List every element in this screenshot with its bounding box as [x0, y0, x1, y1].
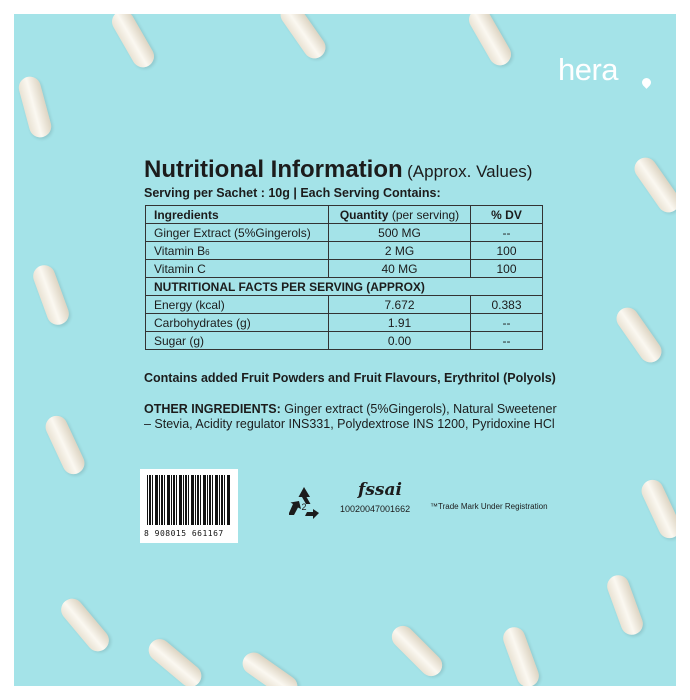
table-row — [146, 332, 543, 350]
barcode-bars — [147, 475, 231, 525]
ingredient-name-cell — [146, 242, 329, 260]
quantity-header: Quantity — [339, 207, 389, 222]
table-row — [146, 296, 543, 314]
capsule-icon — [387, 621, 446, 680]
table-header-cell — [329, 206, 471, 224]
capsule-icon — [500, 624, 542, 686]
fact-dv: -- — [471, 332, 543, 350]
page-title: Nutritional Information — [144, 156, 403, 183]
fact-name: Sugar (g) — [146, 332, 329, 350]
fact-quantity: 1.91 — [329, 314, 471, 332]
ingredient-name: Vitamin C — [146, 260, 329, 278]
ingredient-dv: 100 — [471, 242, 543, 260]
recycle-code: 2 — [301, 502, 307, 512]
fact-dv: -- — [471, 314, 543, 332]
nutrition-heading — [144, 156, 532, 184]
brand-logo: hera — [558, 52, 619, 87]
nutrition-table — [145, 205, 543, 350]
capsule-icon — [612, 303, 666, 366]
fact-quantity: 7.672 — [329, 296, 471, 314]
serving-line: Serving per Sachet : 10g | Each Serving Contains: — [144, 186, 441, 200]
capsule-icon — [108, 14, 158, 71]
ingredient-dv: -- — [471, 224, 543, 242]
table-header-cell: % DV — [471, 206, 543, 224]
contains-note: Contains added Fruit Powders and Fruit Flavours, Erythritol (Polyols) — [144, 371, 556, 385]
title-note: (Approx. Values) — [407, 162, 533, 181]
capsule-icon — [16, 74, 53, 140]
capsule-icon — [604, 572, 646, 638]
ingredient-name-subscript: 6 — [205, 247, 210, 257]
capsule-icon — [276, 14, 330, 63]
other-ingredients — [144, 402, 564, 432]
facts-header: NUTRITIONAL FACTS PER SERVING (APPROX) — [146, 278, 543, 296]
barcode-number: 8 908015 661167 — [144, 529, 224, 538]
label-panel — [14, 14, 676, 686]
ingredient-quantity: 40 MG — [329, 260, 471, 278]
capsule-icon — [238, 648, 301, 686]
table-row — [146, 224, 543, 242]
capsule-icon — [42, 412, 88, 477]
ingredient-name: Vitamin B — [154, 243, 206, 258]
fact-dv: 0.383 — [471, 296, 543, 314]
fact-name: Carbohydrates (g) — [146, 314, 329, 332]
capsule-icon — [57, 594, 114, 656]
logo-drop-icon — [640, 76, 653, 89]
fssai-number: 10020047001662 — [340, 504, 411, 514]
barcode-icon — [140, 469, 238, 543]
capsule-icon — [144, 635, 206, 686]
ingredient-quantity: 2 MG — [329, 242, 471, 260]
trademark-note: ™Trade Mark Under Registration — [430, 502, 548, 511]
quantity-header-note: (per serving) — [391, 207, 460, 222]
ingredient-quantity: 500 MG — [329, 224, 471, 242]
table-row — [146, 260, 543, 278]
table-header-row — [146, 206, 543, 224]
recycle-icon — [286, 486, 322, 525]
ingredient-dv: 100 — [471, 260, 543, 278]
capsule-icon — [630, 153, 676, 216]
table-header-cell: Ingredients — [146, 206, 329, 224]
capsule-icon — [30, 262, 72, 328]
other-ingredients-label: OTHER INGREDIENTS: — [144, 402, 281, 416]
ingredient-name: Ginger Extract (5%Gingerols) — [146, 224, 329, 242]
other-ingredients-text: Ginger extract (5%Gingerols), Natural Sweetener – Stevia, Acidity regulator INS331, Polydextrose INS 1200, Pyridoxine HCl — [144, 402, 557, 431]
fact-name: Energy (kcal) — [146, 296, 329, 314]
table-row — [146, 242, 543, 260]
capsule-icon — [638, 476, 676, 541]
facts-header-row — [146, 278, 543, 296]
fact-quantity: 0.00 — [329, 332, 471, 350]
capsule-icon — [465, 14, 515, 69]
fssai-icon: fssai — [358, 480, 402, 500]
table-row — [146, 314, 543, 332]
